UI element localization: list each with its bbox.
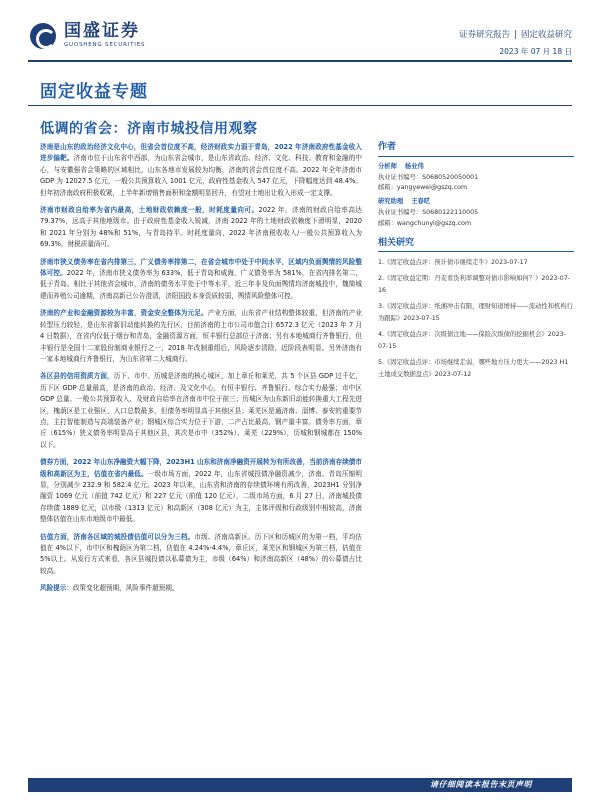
footer-bar (28, 778, 572, 792)
related-report-link[interactable]: 5.《固定收益点评：市场继续走弱，哪些地方压力更大——2023 H1 土地成交数据盘点》2023-07-12 (378, 359, 569, 379)
analyst-cert: 执业证书编号：S0680122110005 (378, 208, 479, 216)
main-column (40, 142, 362, 601)
paragraph-body: 产业方面，山东省产业结构整体较重，但济南的产业转型压力较轻，是山东省新旧动能转换的先行区，目前济南的上市公司市值合计 6572.3 亿元（2023 年 7 月 4 日数据），在省内仅低于烟台和青岛，金融资源方面，恒丰银行总部位于济南；另有本地城商行齐鲁银行，但丰银行是全国十二家股份制商业银行之一，2018 年改制重组后，风险逐步清除，近阶段表明显。另外济南有一家本地城商行齐鲁银行，为山东省第二大城商行。 (40, 309, 363, 363)
report-title: 低调的省会：济南市城投信用观察 (40, 121, 258, 137)
paragraph (40, 142, 362, 199)
title-divider (28, 105, 572, 106)
footer-disclaimer: 请仔细阅读本报告末页声明 (430, 780, 532, 789)
analyst-cert: 执业证书编号：S0680520050001 (378, 173, 479, 181)
paragraph-lead: 风险提示： (40, 584, 73, 593)
analyst-email[interactable]: 邮箱：wangchunyi@gszq.com (378, 219, 472, 227)
paragraph-body: 2022 年，济南的财政自给率高达 79.37%，远高于其他地级市。由于政府性基金收入锐减，济南 2022 年的土地财政依赖度下滑明显，2020 和 2021 年分别为 48%和 51%，与青岛持平。时耗度量向，2022 年济南税收收入/一般公共预算收入为 69.3%，财税质量尚可。 (40, 206, 362, 249)
paragraph (40, 532, 362, 578)
paragraph-body: 市级、济南高新区、历下区和历城区的为第一档，平均估值在 4%以下，市中区和槐荫区为第二档，估值在 4.24%-4.4%，章丘区，莱芜区和钢城区为第三档，估值在 5%以上。从发行方式来看，各区县城投债以私募债为主，市级（64%）和济南高新区（48%）的公募债占比较高。 (40, 532, 363, 575)
analyst-role: 分析师 (378, 162, 397, 170)
logo-name-en: GUOSHENG SECURITIES (64, 42, 146, 48)
report-meta: 证券研究报告 | 固定收益研究 (459, 30, 572, 40)
paragraph (40, 257, 362, 303)
paragraph (40, 205, 362, 251)
analyst-email[interactable]: 邮箱：yangyewei@gszq.com (378, 184, 468, 192)
logo-name-cn: 国盛证券 (64, 21, 140, 41)
risk-warning (40, 583, 362, 594)
analyst-name: 杨业伟 (404, 162, 424, 170)
paragraph-body: 2022 年，济南市狭义债务率为 633%，低于青岛和威海，广义债务率为 581%，在省内排名第二，低于青岛。相比于其他省会城市，济南的债务水平处于中等水平，近三年非及负面舆情均济南城投中，魏简城建而养殖公司逾期，济南高新已公告澄清，济阳国投本身资质较弱，舆情风险整体可控。 (40, 269, 362, 300)
related-report-link[interactable]: 1.《固定收益点评：预计债市继续走牛》2023-07-17 (378, 259, 528, 267)
paragraph-body: 政策变化超预期，风险事件超预期。 (72, 584, 179, 593)
report-category: 固定收益研究 (520, 30, 572, 40)
report-type: 证券研究报告 (459, 30, 511, 40)
section-title: 固定收益专题 (40, 82, 148, 102)
paragraph-lead: 济南市狭义债务率在省内排第三，广义债务率排第二，在省会城市中处于中间水平，区域内负面舆情的风险整体可控。 (40, 257, 362, 278)
paragraph-body: 历下、市中、历城是济南的核心城区，加上章丘和莱芜，共 5 个区县 GDP 过千亿，历下区 GDP 总量最高，是济南的政治、经济、及文化中心，有恒丰银行、齐鲁银行、综合实力最强；市中区 GDP 总量、一般公共预算收入、及财政自给率在济南市中位于前三；历城区为山东新旧动能转换重大工程先进区，槐荫区是工业强区，人口总数最多，但债务率明显高于其他区县；莱芜区是通济南、淄博、泰安的重要节点，主打智能制造与高端装备产业；钢城区综合实力位于下游，二产占比最高，钢产量丰富。债务率方面，章丘（615%）狭义债务率明显高于其他区县，其次是市中（352%）、莱芜（229%），历城和钢城都在 150% 以下。 (40, 372, 362, 449)
logo-icon (30, 23, 56, 49)
analyst-role: 研究助理 (378, 198, 404, 206)
paragraph-lead: 债券方面，2022 年山东净融资大幅下降，2023H1 山东和济南净融资开展转为有所改善，当前济南存续债市级和高新区为主，估值在省内最低。 (40, 458, 362, 478)
related-report-link[interactable]: 4.《固定收益点评：次级债注地——保险次级债的挖掘机会》2023-07-15 (378, 331, 567, 351)
analyst-block (378, 162, 574, 194)
related-report-link[interactable]: 2.《固定收益定期：丹麦看货利率调整对债市影响如何？》2023-07-16 (378, 275, 571, 295)
related-heading: 相关研究 (378, 238, 574, 253)
logo (30, 22, 145, 49)
paragraph-body: 济南市位于山东省中西部，为山东省会城市，是山东省政治、经济、文化、科技、教育和金融的中心，与安徽强省会策略的区域相比，山东各地市发展较为均衡，济南的省会首位度不高。2022 年全年济南市 GDP 为 12027.5 亿元，一般公共预算收入 1001 亿元，政府性基金收入 547 亿元，下降幅度达到 48.4%。但年初济南政府积极收紧，上半年新增销售面积和金额明显回升，有望对土地出让收入形成一定支撑。 (40, 154, 363, 197)
analyst-name: 王春呓 (411, 198, 431, 206)
paragraph-lead: 济南市财政自给率为省内最高，土地财政依赖度一般，时耗度量向可。 (40, 206, 259, 215)
related-report-link[interactable]: 3.《固定收益点评：纸湘冲击有限，理财知道增持——流动性和机构行为跟踪》2023-07-15 (378, 303, 573, 323)
paragraph (40, 457, 362, 525)
paragraph-lead: 各区县的信用资质方面， (40, 372, 114, 381)
analyst-block (378, 197, 574, 229)
report-date: 2023 年 07 月 18 日 (499, 47, 572, 56)
header-divider (28, 60, 572, 62)
paragraph (40, 308, 362, 365)
author-heading: 作者 (378, 142, 574, 157)
paragraph-lead: 济南是山东的政治经济文化中心，但省会首位度不高，经济财政实力弱于青岛，2022 年济南政府性基金收入进步偏靶。 (40, 143, 362, 163)
paragraph-body: 一级市场方面，2022 年，山东省城投债净融资减少，济南、青岛压缩明显，分别减少 232.9 和 582.4 亿元。2023 年以来，山东省和济南的存续债环境有所改善，2023H1 分别净融资 1069 亿元（前值 742 亿元）和 227 亿元（前值 120 亿元），二级市场方面，6 月 27 日，济南城投债存续债 1889 亿元，以市级（1313 亿元）和高新区（308 亿元）为主，主体评级和行政级别中相较高，济南整体估值在山东市地级市中最低。 (40, 469, 362, 524)
paragraph (40, 371, 362, 451)
paragraph-lead: 济南的产业和金融资源较为丰富，资金安全整体为元足。 (40, 309, 208, 318)
sidebar (378, 142, 574, 381)
paragraph-lead: 估值方面，济南各区域的城投债估值可以分为三档。 (40, 532, 195, 541)
